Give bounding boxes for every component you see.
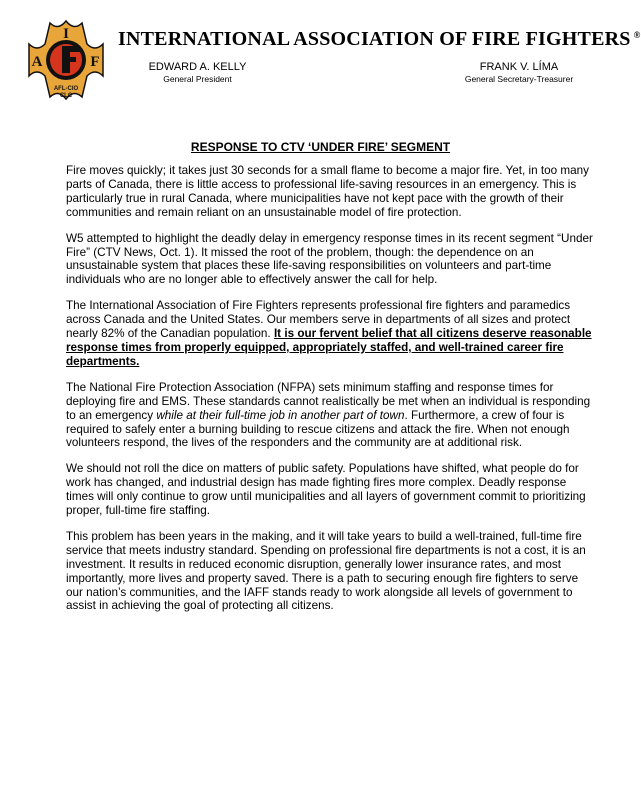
logo-ribbon-2: CLC	[59, 93, 73, 99]
logo-letter-right: F	[90, 54, 100, 70]
paragraph-3-text: The International Association of Fire Fighters represents professional fire fighters and paramedics across Canada and the United States. Our members serve in departments of all sizes and protect nearly 82% of the Canadian population.	[66, 299, 571, 341]
paragraph-4-text-a: The National Fire Protection Association (NFPA) sets minimum staffing and response times for deploying fire and EMS. These standards cannot realistically be met when an individual is responding to an emergency	[66, 380, 591, 422]
paragraph-2: W5 attempted to highlight the deadly delay in emergency response times in its recent segment “Under Fire” (CTV News, Oct. 1). It missed the root of the problem, though: the dependence on an unsustainable system that places these life-saving responsibilities on volunteers and part-time individuals who are no longer able to effectively answer the call for help.	[66, 231, 593, 287]
paragraph-3	[66, 299, 594, 369]
paragraph-4	[66, 381, 594, 451]
logo-letter-top: I	[63, 26, 69, 42]
secretary-block	[454, 61, 584, 85]
paragraph-5: We should not roll the dice on matters of public safety. Populations have shifted, what people do for work has changed, and industrial design has made fighting fires more complex. Deadly response times will only continue to grow until municipalities and all layers of government commit to prioritizing proper, full-time fire staffing.	[66, 462, 586, 518]
registered-mark: ®	[633, 30, 641, 40]
document-body	[66, 164, 594, 625]
president-name: EDWARD A. KELLY	[148, 61, 247, 73]
president-title: General President	[163, 74, 232, 84]
paragraph-6: This problem has been years in the making, and it will take years to build a well-trained, full-time fire service that meets industry standard. Spending on professional fire departments is not a cost, it is an investment. It results in reduced economic disruption, generally lower insurance rates, and most importantly, more lives and property saved. There is a path to securing enough fire fighters to serve our nation’s communities, and the IAFF stands ready to work alongside all levels of government to assist in achieving the goal of protecting all citizens.	[66, 529, 586, 613]
paragraph-4-italic: while at their full-time job in another part of town	[156, 408, 405, 422]
org-name	[118, 28, 641, 51]
org-name-text: INTERNATIONAL ASSOCIATION OF FIRE FIGHTERS	[118, 28, 631, 50]
president-block	[140, 61, 255, 85]
paragraph-4-text-b: . Furthermore, a crew of four is required to safely enter a burning building to rescue citizens and attack the fire. When not enough volunteers respond, the lives of the responders and the community are at additional risk.	[66, 408, 570, 450]
secretary-title: General Secretary-Treasurer	[464, 74, 574, 84]
logo-letter-left: A	[31, 54, 43, 70]
document-title-text: RESPONSE TO CTV ‘UNDER FIRE’ SEGMENT	[190, 140, 451, 154]
secretary-name: FRANK V. LÍMA	[479, 61, 559, 73]
logo-ribbon-1: AFL-CIO	[53, 86, 79, 92]
iaff-logo	[21, 15, 111, 105]
paragraph-1: Fire moves quickly; it takes just 30 seconds for a small flame to become a major fire. Yet, in too many parts of Canada, there is little access to professional life-saving resources in an emergency. This is particularly true in rural Canada, where municipalities have not kept pace with the growth of their communities and remain reliant on an unsustainable model of fire protection.	[66, 164, 589, 219]
paragraph-3-emphasis: It is our fervent belief that all citizens deserve reasonable response times from properly equipped, appropriately staffed, and well-trained career fire departments.	[66, 327, 592, 368]
document-title	[0, 140, 641, 154]
